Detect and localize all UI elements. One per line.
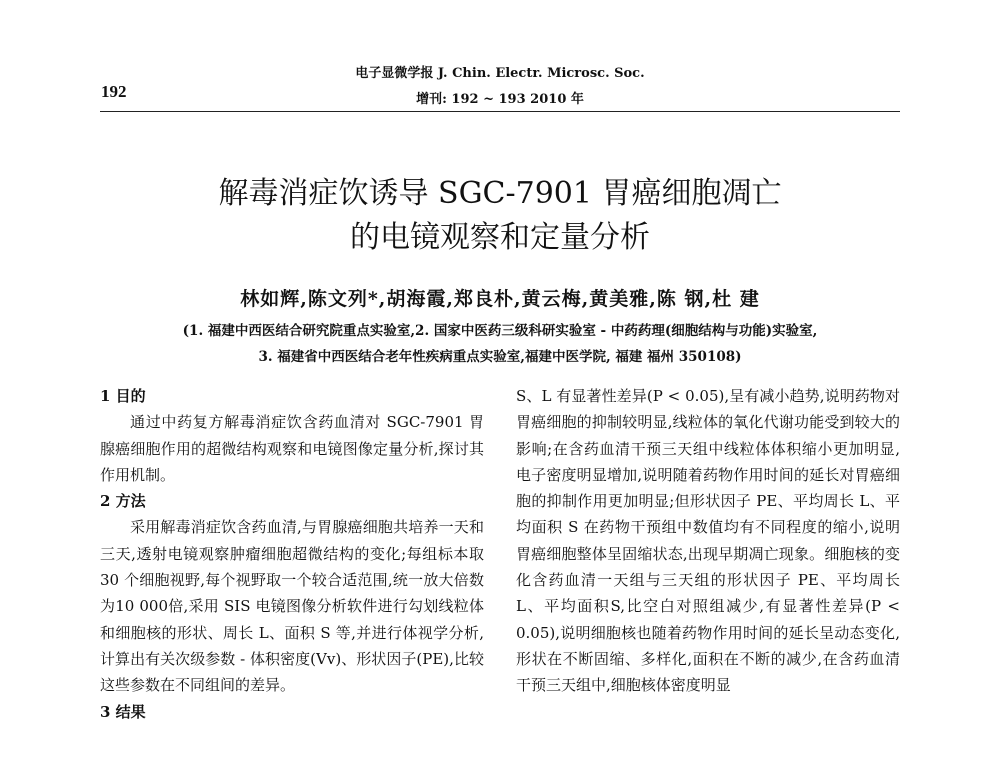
journal-name: 电子显微学报 J. Chin. Electr. Microsc. Soc. [355, 66, 645, 81]
left-column [100, 383, 484, 725]
issue-info: 增刊: 192 ~ 193 2010 年 [416, 92, 584, 107]
affiliation-line-1: (1. 福建中西医结合研究院重点实验室,2. 国家中医药三级科研实验室 - 中药药理(细胞结构与功能)实验室, [182, 323, 818, 339]
paper-title-line-2: 的电镜观察和定量分析 [350, 220, 650, 255]
page-number: 192 [101, 82, 127, 101]
section-heading-purpose: 1 目的 [100, 387, 146, 405]
section-heading-methods: 2 方法 [100, 492, 146, 511]
header-divider [100, 111, 900, 112]
author-list: 林如辉,陈文列*,胡海霞,郑良朴,黄云梅,黄美雅,陈 钢,杜 建 [240, 288, 760, 310]
results-paragraph: S、L 有显著性差异(P < 0.05),呈有减小趋势,说明药物对胃癌细胞的抑制较明显,线粒体的氧化代谢功能受到较大的影响;在含药血清干预三天组中线粒体体积缩小更加明显,电子密度明显增加,说明随着药物作用时间的延长对胃癌细胞的抑制作用更加明显;但形状因子 PE、平均周长 L、平均面积 S 在药物干预组中数值均有不同程度的缩小,说明胃癌细胞整体呈固缩状态,出现早期凋亡现象。细胞核的变化含药血清一天组与三天组的形状因子 PE、平均周长 L、平均面积S,比空白对照组减少,有显著性差异(P < 0.05),说明细胞核也随着药物作用时间的延长呈动态变化,形状在不断固缩、多样化,面积在不断的减少,在含药血清干预三天组中,细胞核体密度明显 [516, 387, 900, 695]
affiliation-line-2: 3. 福建省中西医结合老年性疾病重点实验室,福建中医学院, 福建 福州 350108) [258, 349, 742, 365]
purpose-paragraph: 通过中药复方解毒消症饮含药血清对 SGC-7901 胃腺癌细胞作用的超微结构观察和电镜图像定量分析,探讨其作用机制。 [100, 413, 484, 484]
right-column [516, 383, 900, 699]
paper-title-line-1: 解毒消症饮诱导 SGC-7901 胃癌细胞凋亡 [218, 176, 782, 211]
section-heading-results: 3 结果 [100, 702, 146, 721]
methods-paragraph: 采用解毒消症饮含药血清,与胃腺癌细胞共培养一天和三天,透射电镜观察肿瘤细胞超微结构的变化;每组标本取 30 个细胞视野,每个视野取一个较合适范围,统一放大倍数为10 000倍,采用 SIS 电镜图像分析软件进行勾划线粒体和细胞核的形状、周长 L、面积 S 等,并进行体视学分析,计算出有关次级参数 - 体积密度(Vv)、形状因子(PE),比较这些参数在不同组间的差异。 [100, 518, 484, 695]
